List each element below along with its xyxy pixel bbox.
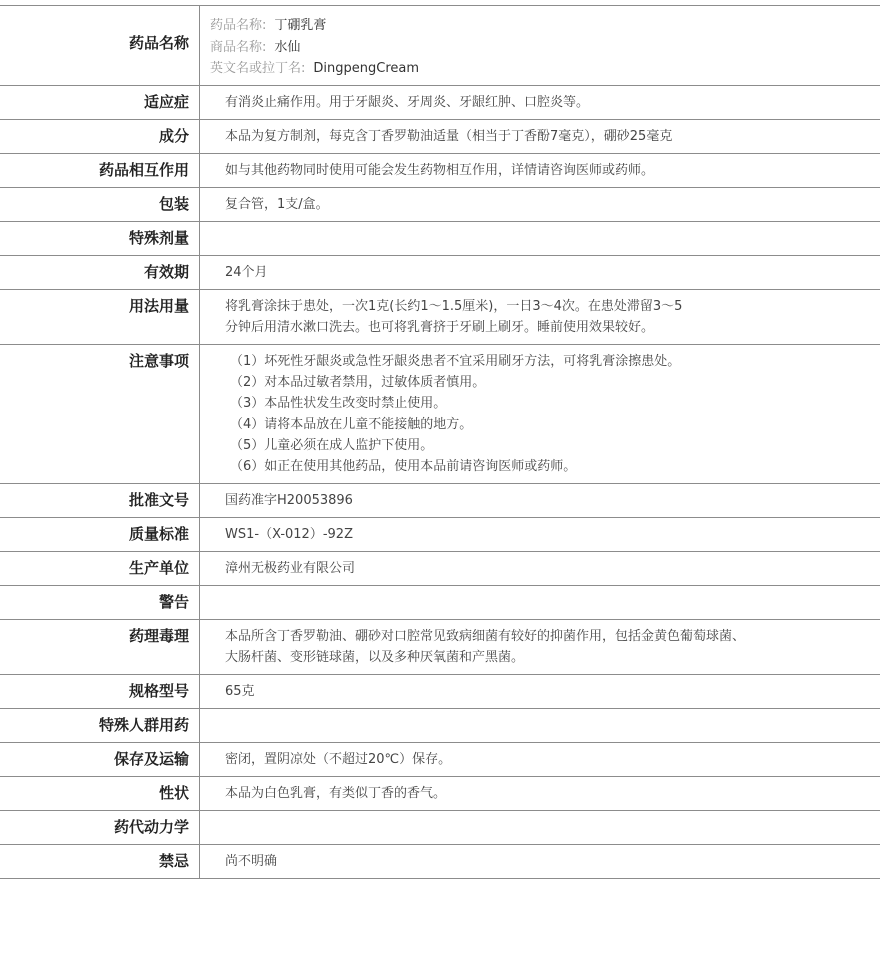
row-special-dosage — [0, 221, 880, 255]
row-appearance — [0, 776, 880, 810]
row-value — [200, 810, 880, 844]
generic-name: 丁硼乳膏 — [274, 18, 327, 33]
caution-item: （6）如正在使用其他药品，使用本品前请咨询医师或药师。 — [230, 458, 577, 474]
row-warning — [0, 585, 880, 619]
row-label: 性状 — [0, 776, 200, 810]
row-pharmacology — [0, 619, 880, 674]
row-value: 本品为白色乳膏，有类似丁香的香气。 — [200, 776, 880, 810]
row-label: 包装 — [0, 187, 200, 221]
row-value: 密闭，置阴凉处（不超过20℃）保存。 — [200, 742, 880, 776]
row-label: 质量标准 — [0, 517, 200, 551]
pharmacology-line: 大肠杆菌、变形链球菌，以及多种厌氧菌和产黑菌。 — [225, 649, 525, 665]
row-value: 本品为复方制剂，每克含丁香罗勒油适量（相当于丁香酚7毫克），硼砂25毫克 — [200, 119, 880, 153]
row-spec — [0, 674, 880, 708]
row-interaction — [0, 153, 880, 187]
row-special-population — [0, 708, 880, 742]
row-value — [200, 221, 880, 255]
trade-name: 水仙 — [274, 39, 301, 55]
caution-item: （2）对本品过敏者禁用，过敏体质者慎用。 — [230, 374, 486, 390]
row-value: 65克 — [200, 674, 880, 708]
row-label: 批准文号 — [0, 483, 200, 517]
row-label: 规格型号 — [0, 674, 200, 708]
row-value: 有消炎止痛作用。用于牙龈炎、牙周炎、牙龈红肿、口腔炎等。 — [200, 85, 880, 119]
trade-name-line — [210, 37, 870, 59]
caution-item: （5）儿童必须在成人监护下使用。 — [230, 437, 434, 453]
row-value: 尚不明确 — [200, 844, 880, 878]
drug-spec-table — [0, 5, 880, 879]
row-drug-name — [0, 6, 880, 86]
row-value — [200, 344, 880, 483]
row-label: 药代动力学 — [0, 810, 200, 844]
row-label: 注意事项 — [0, 344, 200, 483]
row-label: 特殊剂量 — [0, 221, 200, 255]
row-validity — [0, 255, 880, 289]
row-value: 复合管，1支/盒。 — [200, 187, 880, 221]
usage-line: 分钟后用清水漱口洗去。也可将乳膏挤于牙刷上刷牙。睡前使用效果较好。 — [225, 319, 655, 335]
field-key: 商品名称: — [210, 39, 267, 55]
row-indication — [0, 85, 880, 119]
row-label: 药理毒理 — [0, 619, 200, 674]
row-standard — [0, 517, 880, 551]
row-label: 适应症 — [0, 85, 200, 119]
row-label: 有效期 — [0, 255, 200, 289]
row-package — [0, 187, 880, 221]
field-key: 英文名或拉丁名: — [210, 61, 306, 76]
pharmacology-line: 本品所含丁香罗勒油、硼砂对口腔常见致病细菌有较好的抑菌作用，包括金黄色葡萄球菌、 — [225, 628, 746, 644]
caution-item: （1）坏死性牙龈炎或急性牙龈炎患者不宜采用刷牙方法，可将乳膏涂擦患处。 — [230, 353, 681, 369]
row-value — [200, 708, 880, 742]
row-label: 药品名称 — [0, 6, 200, 86]
row-composition — [0, 119, 880, 153]
row-approval — [0, 483, 880, 517]
row-value — [200, 619, 880, 674]
row-label: 警告 — [0, 585, 200, 619]
row-value — [200, 6, 880, 86]
row-contraindication — [0, 844, 880, 878]
english-name-line — [210, 58, 870, 80]
row-value: 如与其他药物同时使用可能会发生药物相互作用，详情请咨询医师或药师。 — [200, 153, 880, 187]
row-label: 特殊人群用药 — [0, 708, 200, 742]
caution-item: （3）本品性状发生改变时禁止使用。 — [230, 395, 447, 411]
row-value: WS1-（X-012）-92Z — [200, 517, 880, 551]
row-label: 保存及运输 — [0, 742, 200, 776]
row-label: 生产单位 — [0, 551, 200, 585]
row-value: 国药准字H20053896 — [200, 483, 880, 517]
row-value — [200, 289, 880, 344]
row-pharmacokinetics — [0, 810, 880, 844]
generic-name-line — [210, 15, 870, 37]
caution-item: （4）请将本品放在儿童不能接触的地方。 — [230, 416, 473, 432]
row-label: 药品相互作用 — [0, 153, 200, 187]
row-label: 禁忌 — [0, 844, 200, 878]
row-label: 用法用量 — [0, 289, 200, 344]
row-storage — [0, 742, 880, 776]
row-value — [200, 585, 880, 619]
english-name: DingpengCream — [313, 61, 420, 76]
row-value: 漳州无极药业有限公司 — [200, 551, 880, 585]
row-manufacturer — [0, 551, 880, 585]
row-cautions — [0, 344, 880, 483]
usage-line: 将乳膏涂抹于患处，一次1克(长约1～1.5厘米)，一日3～4次。在患处滞留3～5 — [225, 298, 683, 314]
row-label: 成分 — [0, 119, 200, 153]
row-value: 24个月 — [200, 255, 880, 289]
row-usage — [0, 289, 880, 344]
field-key: 药品名称: — [210, 18, 267, 33]
